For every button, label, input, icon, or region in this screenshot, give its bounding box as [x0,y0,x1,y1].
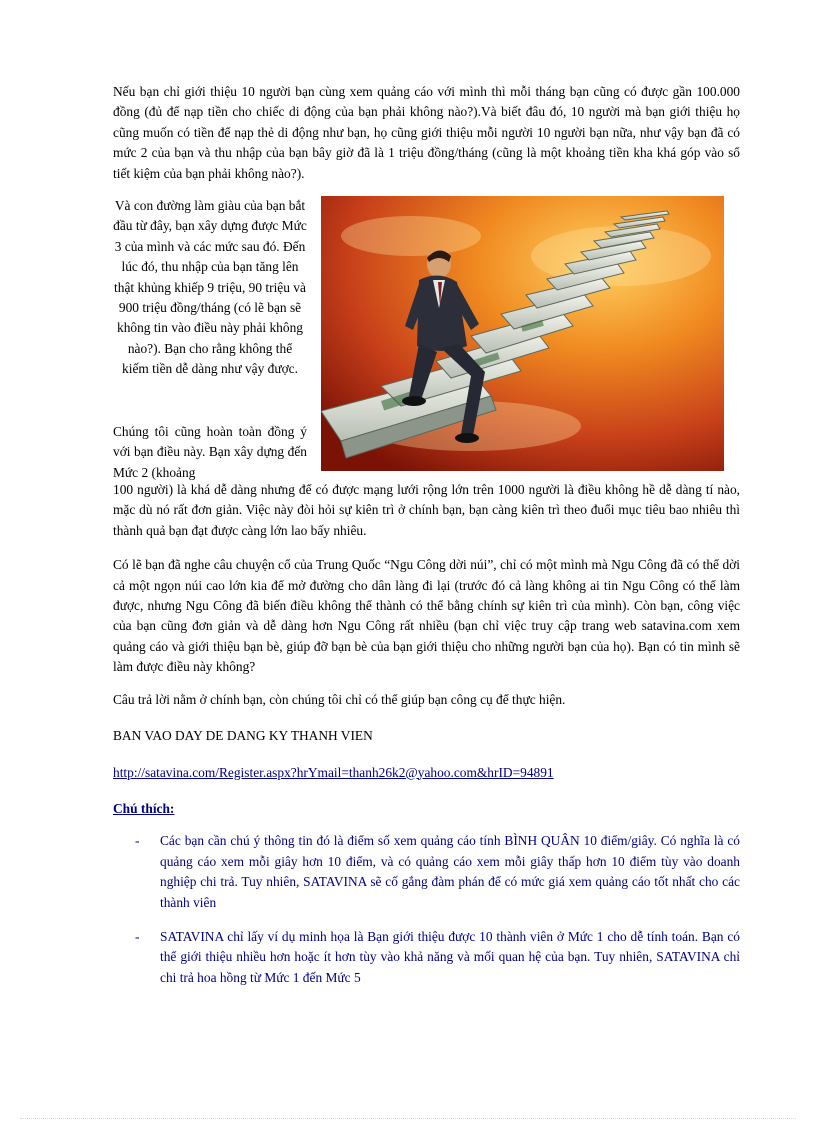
page-bottom-divider [20,1118,796,1119]
paragraph-continued: 100 người) là khá dễ dàng nhưng để có được mạng lưới rộng lớn trên 1000 người là điều không hề dễ dàng tí nào, mặc dù nó rất đơn giản. Việc này đòi hỏi sự kiên trì ở chính bạn, bạn càng kiên trì theo đuổi mục tiêu bao nhiêu thì thành quả bạn đạt được càng lớn lao bấy nhiêu. [113,482,740,538]
document-page [113,82,740,1002]
list-item [113,831,740,913]
register-heading: BAN VAO DAY DE DANG KY THANH VIEN [113,728,373,744]
register-link[interactable]: http://satavina.com/Register.aspx?hrYmail=thanh26k2@yahoo.com&hrID=94891 [113,764,554,780]
man-climbing-money-stairs-photo [321,196,724,471]
notes-list [113,831,740,988]
paragraph-intro: Nếu bạn chỉ giới thiệu 10 người bạn cùng xem quảng cáo với mình thì mỗi tháng bạn cũng có được gần 100.000 đồng (đủ để nạp tiền cho chiếc di động của bạn phải không nào?).Và biết đâu đó, 10 người mà bạn giới thiệu họ cũng muốn có tiền để nạp thẻ di động như bạn, họ cũng giới thiệu mỗi người 10 người bạn nữa, như vậy bạn đã có mức 2 của bạn và thu nhập của bạn bây giờ đã là 1 triệu đồng/tháng (cũng là một khoảng tiền kha khá góp vào sổ tiết kiệm của bạn phải không nào?). [113,84,740,181]
paragraph-ngu-cong: Có lẽ bạn đã nghe câu chuyện cổ của Trung Quốc “Ngu Công dời núi”, chỉ có một mình mà Ngu Công đã có thể dời cả một ngọn núi cao lớn kia để mở đường cho dân làng đi lại (trước đó cả làng không ai tin Ngu Công có thể làm được, nhưng Ngu Công đã biến điều không thể thành có thể bằng chính sự kiên trì của mình). Còn bạn, công việc của bạn cũng đơn giản và dễ dàng hơn Ngu Công rất nhiều (bạn chỉ việc truy cập trang web satavina.com xem quảng cáo và giới thiệu bạn bè, giúp đỡ bạn bè của bạn giới thiệu cho những người bạn của họ). Bạn có tin mình sẽ làm được điều này không? [113,557,740,675]
paragraph-side-2: Chúng tôi cũng hoàn toàn đồng ý với bạn điều này. Bạn xây dựng đến Mức 2 (khoảng [113,424,307,480]
note-text: SATAVINA chỉ lấy ví dụ minh họa là Bạn giới thiệu được 10 thành viên ở Mức 1 cho dễ tính toán. Bạn có thể giới thiệu nhiều hơn hoặc ít hơn tùy vào khả năng và mối quan hệ của bạn. Tuy nhiên, SATAVINA chỉ chi trả hoa hồng từ Mức 1 đến Mức 5 [160,928,740,985]
list-item [113,927,740,988]
notes-title: Chú thích: [113,800,175,816]
note-text: Các bạn cần chú ý thông tin đó là điểm số xem quảng cáo tính BÌNH QUÂN 10 điểm/giây. Có nghĩa là có quảng cáo xem mỗi giây hơn 10 điểm, và có quảng cáo xem mỗi giây thấp hơn 10 điểm tùy vào doanh nghiệp chi trả. Tuy nhiên, SATAVINA sẽ cố gắng đàm phán để có mức giá xem quảng cáo tốt nhất cho các thành viên [160,833,740,910]
paragraph-answer: Câu trả lời nằm ở chính bạn, còn chúng tôi chỉ có thể giúp bạn công cụ để thực hiện. [113,691,566,707]
paragraph-side-1: Và con đường làm giàu của bạn bắt đầu từ đây, bạn xây dựng được Mức 3 của mình và các mức sau đó. Đến lúc đó, thu nhập của bạn tăng lên thật khủng khiếp 9 triệu, 90 triệu và 900 triệu đồng/tháng (có lẽ bạn sẽ không tin vào điều này phải không nào?). Bạn cho rằng không thể kiếm tiền dễ dàng như vậy được. [113,198,307,377]
image-with-text-section [113,196,740,486]
bullet-dash: - [135,928,140,944]
bullet-dash: - [135,833,140,849]
